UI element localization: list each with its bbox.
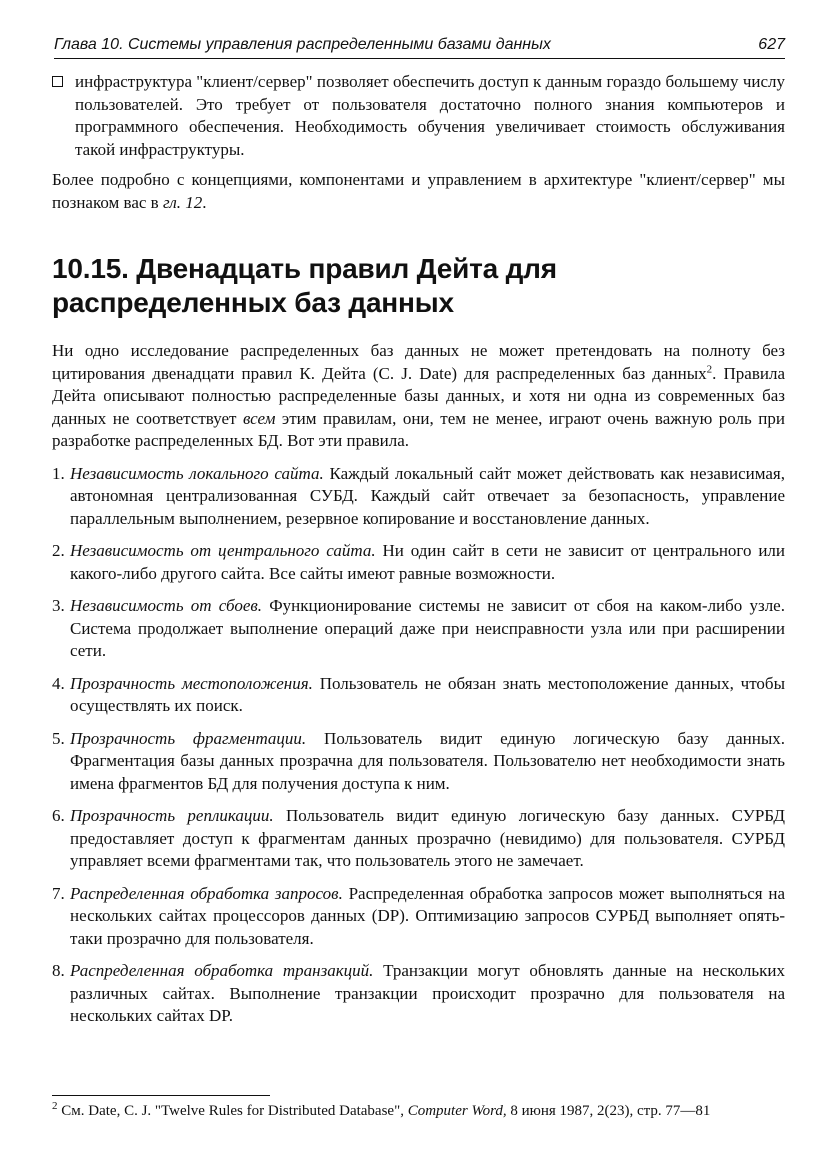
rule-text: Пользователь видит единую логическую базу данных. Фрагментация базы данных прозрачна для пользователя. Пользователю нет необходимости знать имена фрагментов БД для получения доступа к ним. (70, 728, 785, 793)
rule-item (52, 960, 785, 1028)
rule-item (52, 728, 785, 796)
bullet-item (52, 71, 785, 161)
closing-paragraph-end: . (202, 192, 207, 212)
rule-term: Распределенная обработка транзакций. (70, 961, 374, 980)
running-header (54, 36, 785, 59)
rule-term: Прозрачность фрагментации. (70, 728, 307, 748)
chapter-reference: гл. 12 (162, 192, 203, 212)
rule-text: Ни один сайт в сети не зависит от центрального или какого-либо другого сайта. Все сайты имеют равные возможности. (70, 541, 785, 583)
rule-item (52, 883, 785, 951)
footnote (52, 1101, 785, 1121)
rule-text: Пользователь не обязан знать местоположение данных, чтобы осуществлять их поиск. (70, 673, 785, 715)
rule-term: Независимость от сбоев. (70, 596, 263, 615)
closing-paragraph-text: Более подробно с концепциями, компонентами и управлением в архитектуре "клиент/сервер" мы познаком вас в (52, 170, 785, 212)
rule-term: Прозрачность репликации. (70, 806, 274, 825)
rule-number: 1. (52, 463, 65, 483)
rule-item (52, 595, 785, 663)
bullet-text: инфраструктура "клиент/сервер" позволяет обеспечить доступ к данным гораздо большему числу пользователей. Это требует от пользователя достаточно полного знания компьютеров и программного обеспечения. Необходимость обучения увеличивает стоимость обслуживания такой инфраструктуры. (75, 72, 785, 159)
rule-body (70, 540, 785, 585)
footnote-reference: 2 (706, 362, 713, 375)
rule-text: Распределенная обработка запросов может выполняться на нескольких сайтах процессоров данных (DP). Оптимизацию запросов СУРБД выполняет опять-таки прозрачно для пользователя. (70, 883, 786, 948)
rule-body (70, 728, 785, 796)
rule-body (70, 883, 785, 951)
intro-part-2: . Правила Дейта описывают полностью распределенные базы данных, и хотя ни одна из современных баз данных не соответствует (52, 363, 785, 428)
footnote-mark: 2 (52, 1100, 58, 1112)
chapter-title: Глава 10. Системы управления распределенными базами данных (54, 36, 551, 53)
section-heading: 10.15. Двенадцать правил Дейта для распределенных баз данных (52, 253, 557, 318)
checkbox-square-icon (52, 76, 63, 87)
footnote-part-1: См. Date, C. J. "Twelve Rules for Distributed Database", (57, 1103, 408, 1119)
rule-body (70, 463, 785, 531)
rule-number: 2. (52, 541, 65, 560)
intro-part-3: этим правилам, они, тем не менее, играют очень важную роль при разработке распределенных БД. Вот эти правила. (52, 408, 785, 450)
rule-item (52, 805, 785, 873)
rule-body (70, 673, 785, 718)
rule-number: 4. (52, 673, 65, 693)
rule-number: 8. (52, 961, 65, 980)
rule-text: Каждый локальный сайт может действовать как независимая, автономная централизованная СУБД. Каждый сайт отвечает за безопасность, управление параллельным выполнением, резервное копирование и восстановление данных. (70, 463, 785, 528)
rule-body (70, 805, 785, 873)
rule-term: Распределенная обработка запросов. (70, 883, 343, 903)
rule-number: 6. (52, 806, 65, 825)
closing-paragraph (52, 169, 785, 214)
footnote-divider (52, 1095, 270, 1096)
rule-number: 3. (52, 596, 65, 615)
rule-number: 5. (52, 728, 65, 748)
rule-item (52, 463, 785, 531)
rule-number: 7. (52, 883, 65, 903)
rule-term: Независимость локального сайта. (70, 463, 324, 483)
rule-term: Независимость от центрального сайта. (70, 541, 376, 560)
rule-text: Транзакции могут обновлять данные на нескольких различных сайтах. Выполнение транзакции происходит прозрачно для пользователя на нескольких сайтах DP. (70, 961, 785, 1025)
rule-text: Пользователь видит единую логическую базу данных. СУРБД предоставляет доступ к фрагментам данных прозрачно (невидимо) для пользователя. СУРБД управляет всеми фрагментами так, что пользователь этого не замечает. (70, 806, 785, 870)
intro-part-1: Ни одно исследование распределенных баз данных не может претендовать на полноту без цитирования двенадцати правил К. Дейта (C. J. Date) для распределенных баз данных (52, 341, 785, 383)
intro-paragraph (52, 340, 785, 453)
rule-body (70, 595, 785, 663)
footnote-source: Computer Word, (407, 1103, 507, 1119)
page-number: 627 (758, 36, 785, 53)
rule-term: Прозрачность местоположения. (70, 673, 313, 693)
intro-emphasis: всем (242, 408, 276, 428)
rule-body (70, 960, 785, 1028)
rule-text: Функционирование системы не зависит от сбоя на каком-либо узле. Система продолжает выполнение операций даже при неисправности узла или при расширении сети. (70, 596, 785, 660)
footnote-part-2: 8 июня 1987, 2(23), стр. 77—81 (506, 1103, 711, 1119)
rules-list (52, 463, 785, 1028)
rule-item (52, 673, 785, 718)
rule-item (52, 540, 785, 585)
